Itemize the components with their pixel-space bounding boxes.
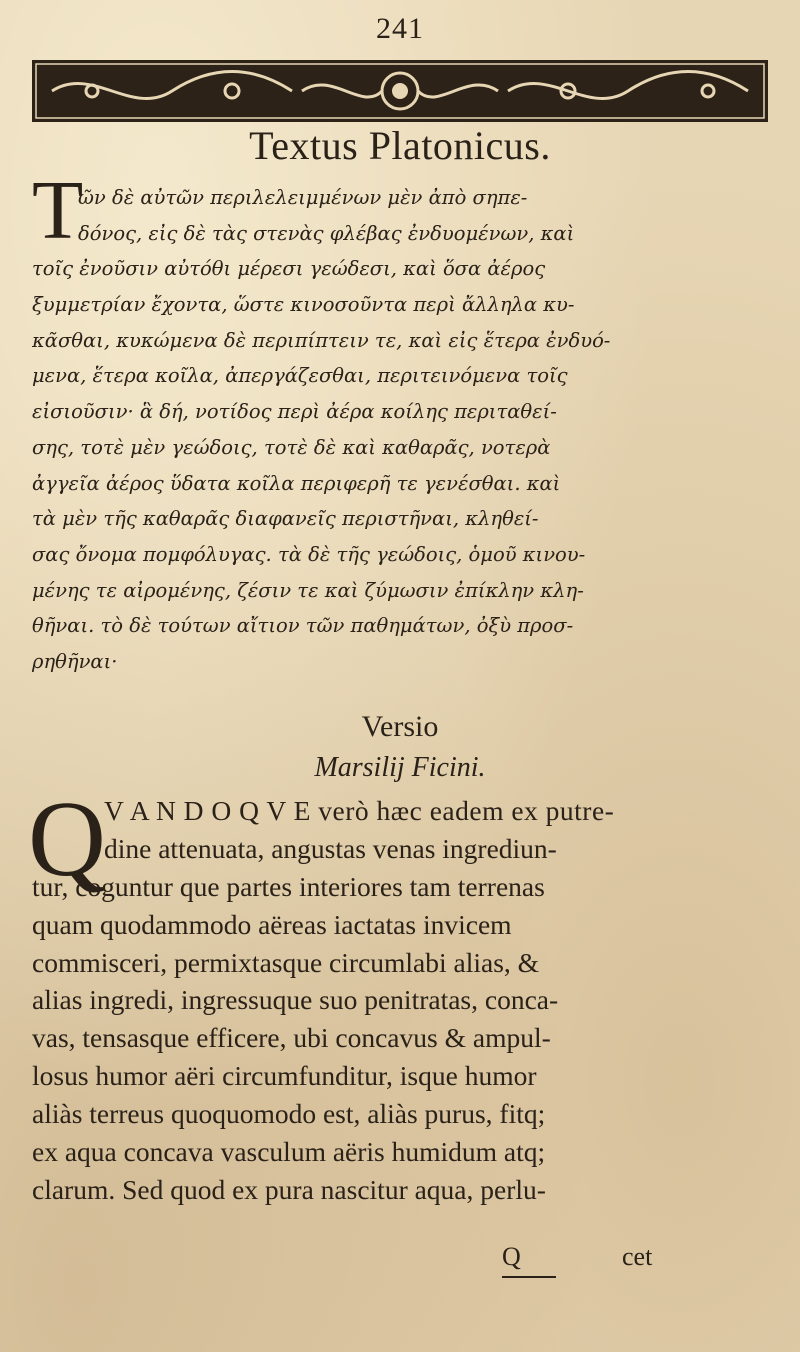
- latin-line: alias ingredi, ingressuque suo penitratas, conca-: [32, 984, 559, 1016]
- greek-line: ξυμμετρίαν ἔχοντα, ὥστε κινοσοῦντα περὶ ἄλληλα κυ-: [32, 293, 575, 317]
- signature-mark: Q: [502, 1242, 521, 1271]
- greek-line: εἰσιοῦσιν· ἃ δή, νοτίδος περὶ ἀέρα κοίλης περιταθεί-: [32, 400, 557, 424]
- latin-line: vas, tensasque efficere, ubi concavus & ampul-: [32, 1022, 551, 1054]
- latin-line: ex aqua concava vasculum aëris humidum atq;: [32, 1136, 546, 1168]
- greek-drop-cap: T: [32, 164, 84, 257]
- greek-line: σης, τοτὲ μὲν γεώδοις, τοτὲ δὲ καὶ καθαρᾶς, νοτερὰ: [32, 435, 551, 459]
- catchword: cet: [622, 1242, 653, 1271]
- page-footer: [0, 1242, 760, 1282]
- latin-text-block: [32, 792, 772, 1209]
- page-number: 241: [376, 12, 424, 45]
- latin-line: V A N D O Q V E verò hæc eadem ex putre-: [104, 795, 615, 826]
- greek-line: κᾶσθαι, κυκώμενα δὲ περιπίπτειν τε, καὶ εἰς ἕτερα ἐνδυό-: [32, 328, 611, 352]
- greek-line: τοῖς ἐνοῦσιν αὐτόθι μέρεσι γεώδεσι, καὶ ὅσα ἀέρος: [32, 257, 546, 281]
- greek-line: ῶν δὲ αὐτῶν περιλελειμμένων μὲν ἀπὸ σηπε-: [78, 186, 528, 209]
- latin-line: losus humor aëri circumfunditur, isque humor: [32, 1060, 537, 1092]
- latin-line: commisceri, permixtasque circumlabi alias, &: [32, 946, 540, 978]
- greek-line: μένης τε αἰρομένης, ζέσιν τε καὶ ζύμωσιν ἐπίκλην κλη-: [32, 578, 584, 602]
- greek-line: θῆναι. τὸ δὲ τούτων αἴτιον τῶν παθημάτων, ὀξὺ προσ-: [32, 614, 574, 638]
- greek-line: ρηθῆναι·: [32, 649, 118, 673]
- latin-line: dine attenuata, angustas venas ingrediun-: [104, 832, 557, 864]
- greek-line: ἀγγεῖα ἀέρος ὕδατα κοῖλα περιφερῆ τε γενέσθαι. καὶ: [32, 471, 561, 495]
- latin-line: aliàs terreus quoquomodo est, aliàs purus, fitq;: [32, 1098, 546, 1130]
- greek-line: δόνος, εἰς δὲ τὰς στενὰς φλέβας ἐνδυομένων, καὶ: [78, 221, 575, 245]
- latin-drop-cap: Q: [28, 780, 106, 899]
- greek-line: μενα, ἕτερα κοῖλα, ἀπεργάζεσθαι, περιτεινόμενα τοῖς: [32, 364, 568, 388]
- translator-name: Marsilij Ficini.: [314, 752, 486, 783]
- greek-text-block: [32, 180, 762, 680]
- latin-line: quam quodammodo aëreas iactatas invicem: [32, 908, 512, 940]
- latin-line: tur, coguntur que partes interiores tam terrenas: [32, 870, 545, 902]
- section-title: Textus Platonicus.: [249, 123, 551, 168]
- greek-line: τὰ μὲν τῆς καθαρᾶς διαφανεῖς περιστῆναι, κληθεί-: [32, 507, 539, 531]
- decorative-headband-ornament-icon: [32, 60, 768, 122]
- signature-underline: [502, 1276, 556, 1278]
- latin-line: clarum. Sed quod ex pura nascitur aqua, perlu-: [32, 1173, 546, 1205]
- greek-line: σας ὄνομα πομφόλυγας. τὰ δὲ τῆς γεώδοις, ὁμοῦ κινου-: [32, 542, 586, 566]
- version-title: Versio: [361, 710, 439, 743]
